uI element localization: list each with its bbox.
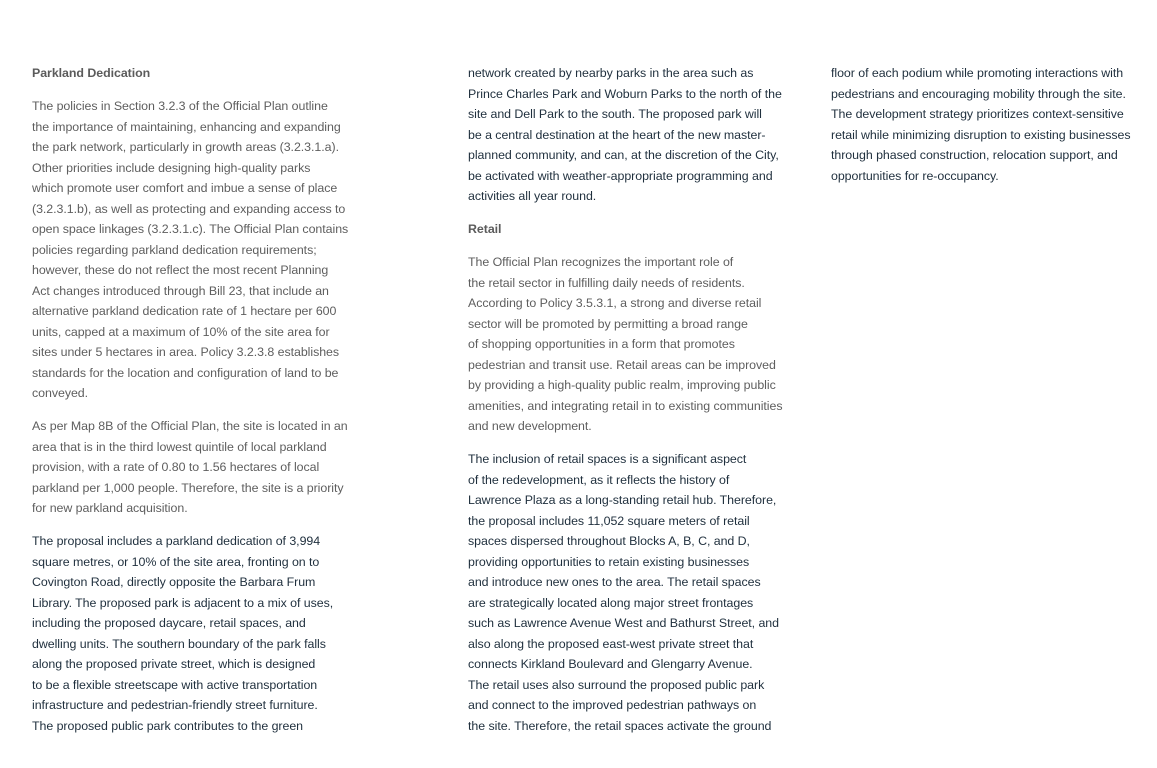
column-3	[831, 63, 1155, 186]
text-line: open space linkages (3.2.3.1.c). The Official Plan contains	[32, 222, 349, 236]
text-line: the site. Therefore, the retail spaces activate the ground	[468, 718, 772, 733]
text-line: site and Dell Park to the south. The proposed park will	[468, 107, 762, 121]
text-line: retail while minimizing disruption to existing businesses	[831, 127, 1131, 142]
section-heading-retail: Retail	[468, 222, 502, 236]
text-line: be a central destination at the heart of the new master-	[468, 127, 766, 142]
text-line: providing opportunities to retain existing businesses	[468, 554, 750, 569]
text-line: alternative parkland dedication rate of 1 hectare per 600	[32, 304, 337, 318]
text-line: The inclusion of retail spaces is a significant aspect	[468, 452, 747, 466]
paragraph-park-network	[468, 63, 808, 207]
text-line: The retail uses also surround the proposed public park	[468, 677, 765, 692]
text-line: units, capped at a maximum of 10% of the site area for	[32, 324, 330, 339]
paragraph-map-8b	[32, 416, 372, 519]
text-line: According to Policy 3.5.3.1, a strong and diverse retail	[468, 296, 762, 310]
paragraph-parkland-proposal	[32, 531, 372, 736]
text-line: through phased construction, relocation support, and	[831, 148, 1118, 162]
column-1	[32, 63, 372, 736]
text-line: Library. The proposed park is adjacent to a mix of uses,	[32, 595, 334, 610]
text-line: square metres, or 10% of the site area, fronting on to	[32, 554, 320, 569]
text-line: network created by nearby parks in the area such as	[468, 66, 754, 80]
text-line: also along the proposed east-west private street that	[468, 636, 754, 651]
text-line: Other priorities include designing high-quality parks	[32, 160, 311, 175]
text-line: sites under 5 hectares in area. Policy 3.2.3.8 establishes	[32, 345, 340, 359]
text-line: spaces dispersed throughout Blocks A, B, C, and D,	[468, 534, 750, 548]
text-line: standards for the location and configuration of land to be	[32, 365, 339, 380]
text-line: and introduce new ones to the area. The retail spaces	[468, 575, 761, 589]
text-line: The proposed public park contributes to the green	[32, 718, 304, 733]
text-line: for new parkland acquisition.	[32, 501, 188, 515]
text-line: infrastructure and pedestrian-friendly street furniture.	[32, 698, 318, 712]
text-line: opportunities for re-occupancy.	[831, 168, 999, 183]
text-line: The development strategy prioritizes context-sensitive	[831, 107, 1124, 121]
text-line: (3.2.3.1.b), as well as protecting and expanding access to	[32, 201, 346, 216]
text-line: The proposal includes a parkland dedication of 3,994	[32, 534, 321, 548]
text-line: provision, with a rate of 0.80 to 1.56 hectares of local	[32, 460, 320, 474]
text-line: which promote user comfort and imbue a sense of place	[32, 181, 338, 195]
text-line: to be a flexible streetscape with active transportation	[32, 677, 318, 692]
text-line: conveyed.	[32, 386, 89, 400]
text-line: are strategically located along major street frontages	[468, 595, 754, 610]
paragraph-retail-policy	[468, 252, 808, 437]
text-line: such as Lawrence Avenue West and Bathurst Street, and	[468, 616, 779, 630]
text-line: The policies in Section 3.2.3 of the Official Plan outline	[32, 99, 328, 113]
text-line: pedestrians and encouraging mobility through the site.	[831, 86, 1126, 101]
text-line: be activated with weather-appropriate programming and	[468, 168, 773, 183]
text-line: Act changes introduced through Bill 23, that include an	[32, 283, 329, 298]
text-line: dwelling units. The southern boundary of the park falls	[32, 636, 326, 651]
text-line: floor of each podium while promoting interactions with	[831, 66, 1124, 80]
text-line: The Official Plan recognizes the important role of	[468, 255, 734, 269]
text-line: including the proposed daycare, retail spaces, and	[32, 616, 306, 630]
text-line: connects Kirkland Boulevard and Glengarry Avenue.	[468, 657, 753, 671]
text-line: of shopping opportunities in a form that promotes	[468, 337, 735, 351]
text-line: Covington Road, directly opposite the Barbara Frum	[32, 575, 316, 589]
text-line: planned community, and can, at the discretion of the City,	[468, 148, 779, 162]
text-line: and new development.	[468, 419, 592, 433]
section-heading-parkland-dedication: Parkland Dedication	[32, 66, 151, 80]
text-line: parkland per 1,000 people. Therefore, the site is a priority	[32, 480, 344, 495]
text-line: pedestrian and transit use. Retail areas can be improved	[468, 357, 776, 372]
text-line: by providing a high-quality public realm, improving public	[468, 378, 776, 392]
text-line: As per Map 8B of the Official Plan, the site is located in an	[32, 419, 348, 433]
text-line: Lawrence Plaza as a long-standing retail hub. Therefore,	[468, 493, 777, 507]
column-2	[468, 63, 808, 736]
text-line: policies regarding parkland dedication requirements;	[32, 242, 317, 257]
text-line: and connect to the improved pedestrian pathways on	[468, 698, 757, 712]
text-line: area that is in the third lowest quintile of local parkland	[32, 439, 327, 454]
text-line: however, these do not reflect the most recent Planning	[32, 263, 329, 277]
text-line: the park network, particularly in growth areas (3.2.3.1.a).	[32, 140, 339, 154]
paragraph-official-plan-policies	[32, 96, 372, 404]
text-line: sector will be promoted by permitting a broad range	[468, 316, 748, 331]
text-line: along the proposed private street, which is designed	[32, 657, 316, 671]
text-line: Prince Charles Park and Woburn Parks to the north of the	[468, 86, 782, 101]
text-line: amenities, and integrating retail in to existing communities	[468, 398, 783, 413]
text-line: the proposal includes 11,052 square meters of retail	[468, 513, 750, 528]
paragraph-podium-retail	[831, 63, 1155, 186]
text-line: activities all year round.	[468, 189, 597, 203]
text-line: the importance of maintaining, enhancing and expanding	[32, 119, 341, 134]
paragraph-retail-proposal	[468, 449, 808, 736]
text-line: the retail sector in fulfilling daily needs of residents.	[468, 275, 745, 290]
text-line: of the redevelopment, as it reflects the history of	[468, 472, 730, 487]
